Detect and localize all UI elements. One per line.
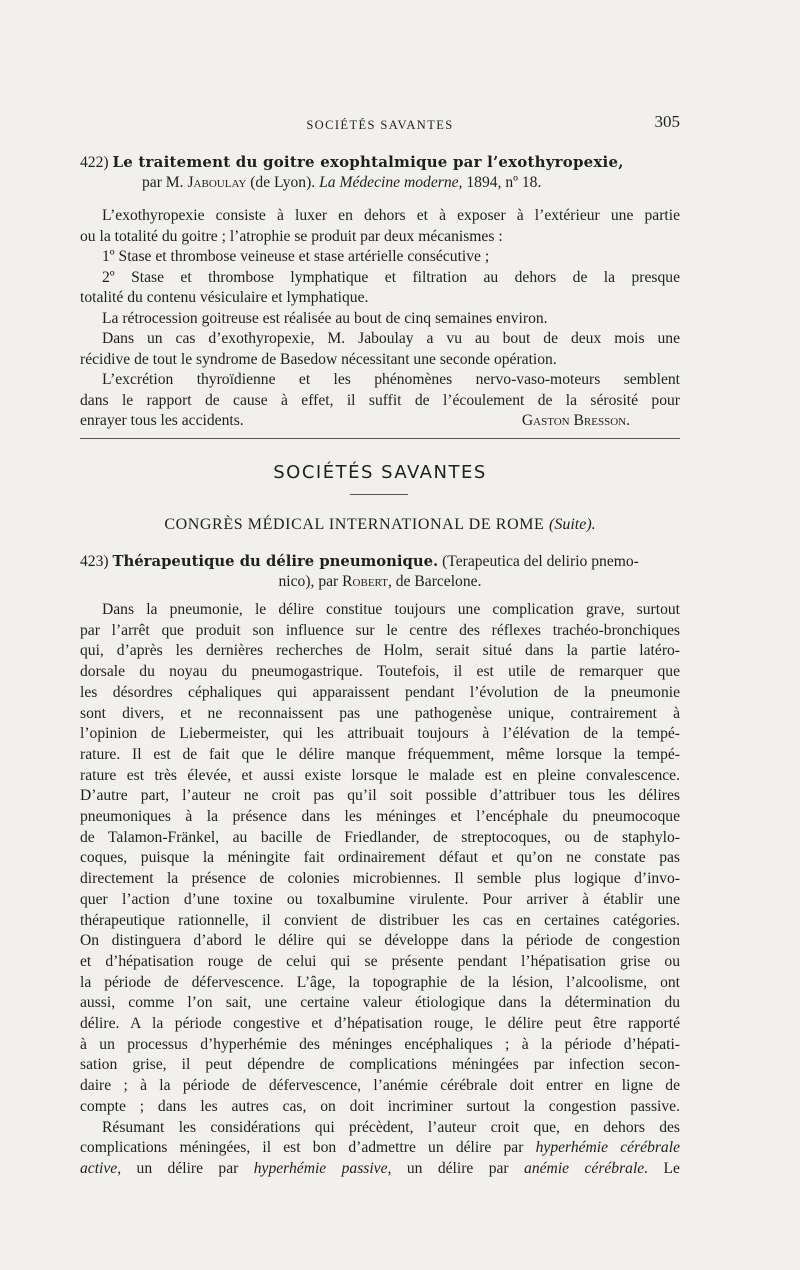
- body-line: qui, d’après les dernières recherches de Holm, serait situé dans la partie latéro-: [80, 642, 680, 660]
- heading-underline: [350, 494, 408, 495]
- article-422-author-place: (de Lyon).: [250, 174, 316, 191]
- body-line: la période de défervescence. L’âge, la topographie de la lésion, l’alcoolisme, ont: [80, 973, 680, 991]
- body-line: délire. A la période congestive et d’hépatisation rouge, le délire peut être rapporté: [80, 1015, 680, 1033]
- body-text: Le: [663, 1159, 680, 1177]
- body-line: compte ; dans les autres cas, on doit incriminer surtout la congestion passive.: [80, 1097, 680, 1115]
- author-signature: Gaston Bresson.: [521, 412, 630, 429]
- paragraph-line: L’excrétion thyroïdienne et les phénomènes nervo-vaso-moteurs semblent: [102, 371, 680, 388]
- congress-suffix: (Suite).: [549, 516, 596, 533]
- running-title: SOCIÉTÉS SAVANTES: [306, 118, 454, 132]
- paragraph-line: 2º Stase et thrombose lymphatique et filtration au dehors de la presque: [102, 268, 680, 286]
- body-line: de Talamon-Fränkel, au bacille de Friedlander, de streptocoques, ou de staphylo-: [80, 828, 680, 846]
- paragraph-line: récidive de tout le syndrome de Basedow nécessitant une seconde opération.: [80, 350, 557, 368]
- italic-term: hyperhémie cérébrale: [523, 1139, 680, 1157]
- closing-line: [80, 411, 680, 432]
- italic-term: hyperhémie passive,: [253, 1159, 392, 1177]
- article-423-heading: [80, 552, 680, 592]
- article-423-body: [80, 600, 680, 1180]
- article-422-title: Le traitement du goitre exophtalmique par l’exothyropexie,: [112, 153, 624, 171]
- article-423-title: Thérapeutique du délire pneumonique.: [112, 553, 439, 570]
- byline-part: , de Barcelone.: [387, 573, 482, 590]
- article-422-citation: 1894, nº 18.: [466, 174, 542, 191]
- body-line: quer l’action d’une toxine ou toxalbumine virulente. Pour arriver à établir une: [80, 890, 680, 908]
- body-line: aussi, comme l’on sait, une certaine valeur étiologique dans la détermination du: [80, 994, 680, 1012]
- body-line: coques, puisque la méningite fait ordinairement défaut et qu’on ne constate pas: [80, 849, 680, 867]
- body-line: et d’hépatisation rouge de celui qui se présente pendant l’hépatisation grise ou: [80, 952, 680, 970]
- section-heading: SOCIÉTÉS SAVANTES: [273, 462, 487, 483]
- paragraph-line: enrayer tous les accidents.: [80, 412, 244, 429]
- body-line: daire ; à la période de défervescence, l’anémie cérébrale doit entrer en ligne de: [80, 1077, 680, 1095]
- body-line: thérapeutique rationnelle, il convient de distribuer les cas en certaines catégories.: [80, 911, 680, 929]
- running-head: [80, 112, 680, 138]
- body-line: sont divers, et ne reconnaissent pas une pathogenèse unique, contrairement à: [80, 704, 680, 722]
- body-line: [80, 1159, 680, 1180]
- article-422-heading: [80, 152, 680, 193]
- paragraph-line: totalité du contenu vésiculaire et lymphatique.: [80, 289, 369, 306]
- article-423-author: Robert: [342, 573, 388, 590]
- body-line: complications méningées, il est bon d’admettre un délire par hyperhémie cérébrale: [80, 1139, 680, 1157]
- article-422-number: 422): [80, 154, 109, 171]
- body-line: par l’arrêt que produit son influence sur le centre des réflexes trachéo-bronchiques: [80, 621, 680, 639]
- paragraph-line: L’exothyropexie consiste à luxer en dehors et à exposer à l’extérieur une partie: [102, 207, 680, 224]
- article-422-byline: [80, 173, 680, 193]
- body-line: Résumant les considérations qui précèdent, l’auteur croit que, en dehors des: [102, 1118, 680, 1136]
- byline-par: par M.: [142, 174, 184, 191]
- body-line: Dans la pneumonie, le délire constitue toujours une complication grave, surtout: [102, 601, 680, 618]
- byline-part: nico), par: [278, 573, 339, 590]
- body-line: à un processus d’hyperhémie des méninges encéphaliques ; à la période d’hépati-: [80, 1035, 680, 1053]
- body-line: On distinguera d’abord le délire qui se développe dans la période de congestion: [80, 932, 680, 950]
- body-line: pneumoniques à la présence dans les méninges et l’encéphale du pneumocoque: [80, 808, 680, 826]
- article-423-byline: [80, 572, 680, 592]
- body-line: D’autre part, l’auteur ne croit pas qu’il soit possible d’attribuer tous les délires: [80, 787, 680, 805]
- article-423-number: 423): [80, 553, 109, 570]
- article-423-title-rest: (Terapeutica del delirio pnemo-: [442, 553, 639, 570]
- paragraph-line: Dans un cas d’exothyropexie, M. Jaboulay a vu au bout de deux mois une: [102, 330, 680, 347]
- body-line: les désordres céphaliques qui apparaissent pendant l’évolution de la pneumonie: [80, 683, 680, 701]
- paragraph-line: 1º Stase et thrombose veineuse et stase artérielle consécutive ;: [102, 248, 490, 265]
- article-422-body: [80, 206, 680, 432]
- congress-title: [80, 516, 680, 534]
- article-422-journal: La Médecine moderne,: [319, 174, 463, 191]
- italic-term: anémie cérébrale.: [524, 1159, 649, 1177]
- body-line: directement la présence de colonies microbiennes. Il semble plus logique d’invo-: [80, 870, 680, 888]
- body-text: un délire par: [406, 1159, 509, 1177]
- body-line: dorsale du noyau du pneumogastrique. Toutefois, il est utile de remarquer que: [80, 663, 680, 681]
- paragraph-line: La rétrocession goitreuse est réalisée au bout de cinq semaines environ.: [102, 309, 548, 327]
- congress-name: CONGRÈS MÉDICAL INTERNATIONAL DE ROME: [164, 516, 545, 533]
- paragraph-line: ou la totalité du goitre ; l’atrophie se produit par deux mécanismes :: [80, 227, 503, 245]
- body-text: un délire par: [136, 1159, 239, 1177]
- body-line: rature est très élevée, et aussi existe lorsque le malade est en pleine convalescence.: [80, 766, 680, 784]
- page-number: 305: [654, 112, 680, 131]
- body-line: l’opinion de Liebermeister, qui les attribuait toujours à l’élévation de la tempé-: [80, 725, 680, 743]
- section-divider: [80, 438, 680, 439]
- body-line: rature. Il est de fait que le délire manque fréquemment, même lorsque la tempé-: [80, 745, 680, 763]
- paragraph-line: dans le rapport de cause à effet, il suffit de l’écoulement de la sérosité pour: [80, 391, 680, 409]
- article-422-author: Jaboulay: [187, 174, 247, 191]
- body-line: sation grise, il peut dépendre de complications méningées par infection secon-: [80, 1056, 680, 1074]
- italic-term: active,: [80, 1159, 122, 1177]
